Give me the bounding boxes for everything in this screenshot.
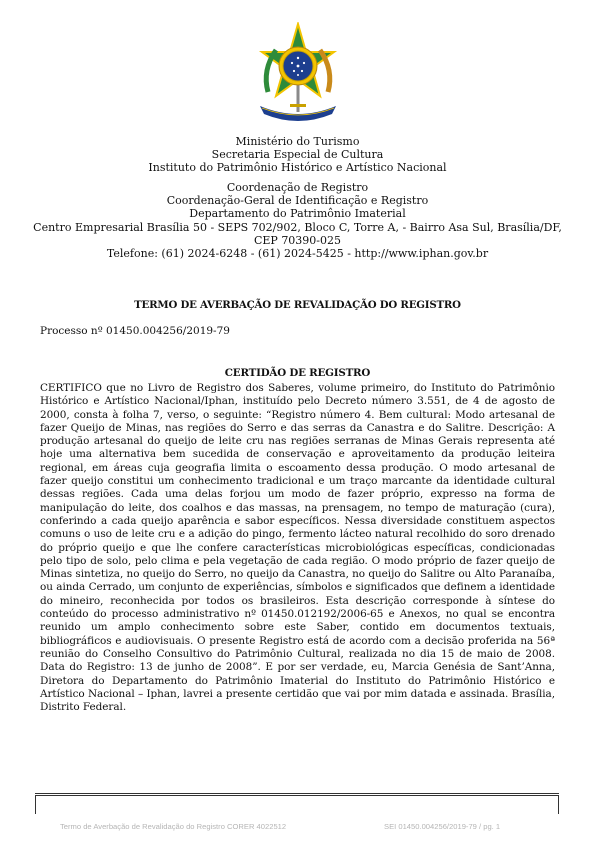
header-line: Ministério do Turismo xyxy=(235,135,360,148)
header-line: Departamento do Patrimônio Imaterial xyxy=(189,207,406,221)
header-line: Coordenação de Registro xyxy=(226,181,369,195)
footer-rule-right-edge xyxy=(558,796,559,814)
certificate-heading: CERTIDÃO DE REGISTRO xyxy=(224,367,371,379)
footer-page-reference: SEI 01450.004256/2019-79 / pg. 1 xyxy=(384,822,501,831)
header-contact-line: Telefone: (61) 2024-6248 - (61) 2024-5425 - http://www.iphan.gov.br xyxy=(106,246,489,260)
header-address-line: Centro Empresarial Brasília 50 - SEPS 702/902, Bloco C, Torre A, - Bairro Asa Sul, Brasília/DF, xyxy=(33,220,562,234)
header-cep-line: CEP 70390-025 xyxy=(253,233,342,247)
institution-header xyxy=(30,135,565,260)
footer-document-reference: Termo de Averbação de Revalidação do Registro CORER 4022512 xyxy=(60,822,287,831)
certificate-body-text: CERTIFICO que no Livro de Registro dos Saberes, volume primeiro, do Instituto do Patrimônio Histórico e Artístico Nacional/Iphan, instituído pelo Decreto número 3.551, de 4 de agosto de 2000, consta à folha 7, verso, o seguinte: “Registro número 4. Bem cultural: Modo artesanal de fazer Queijo de Minas, nas regiões do Serro e das serras da Canastra e do Salitre. Descrição: A produção artesanal do queijo de leite cru nas regiões serranas de Minas Gerais representa até hoje uma alternativa bem sucedida de conservação e aproveitamento da produção leiteira regional, em áreas cuja geografia limita o escoamento dessa produção. O modo artesanal de fazer queijo constitui um conhecimento tradicional e um traço marcante da identidade cultural dessas regiões. Cada uma delas forjou um modo de fazer próprio, expresso na forma de manipulação do leite, dos coalhos e das massas, na prensagem, no tempo de maturação (cura), conferindo a cada queijo aparência e sabor específicos. Nessa diversidade constituem aspectos comuns o uso de leite cru e a adição do pingo, fermento lácteo natural recolhido do soro drenado do próprio queijo e que lhe confere características microbiológicas específicas, condicionadas pelo tipo de solo, pelo clima e pela vegetação de cada região. O modo próprio de fazer queijo de Minas sintetiza, no queijo do Serro, no queijo da Canastra, no queijo do Salitre ou Alto Paranaíba, ou ainda Cerrado, um conjunto de experiências, símbolos e significados que definem a identidade do mineiro, reconhecida por todos os brasileiros. Esta descrição corresponde à síntese do conteúdo do processo administrativo nº 01450.012192/2006-65 e Anexos, no qual se encontra reunido um amplo conhecimento sobre este Saber, contido em documentos textuais, bibliográficos e audiovisuais. O presente Registro está de acordo com a decisão proferida na 56ª reunião do Conselho Consultivo do Patrimônio Cultural, realizada no dia 15 de maio de 2008. Data do Registro: 13 de junho de 2008”. E por ser verdade, eu, Marcia Genésia de Sant’Anna, Diretora do Departamento do Patrimônio Imaterial do Instituto do Patrimônio Histórico e Artístico Nacional – Iphan, lavrei a presente certidão que vai por mim datada e assinada. Brasília, Distrito Federal. xyxy=(40,382,555,714)
footer-rule xyxy=(35,793,559,796)
header-line: Instituto do Patrimônio Histórico e Artístico Nacional xyxy=(148,161,447,175)
footer-rule-left-edge xyxy=(35,796,36,814)
header-line: Coordenação-Geral de Identificação e Registro xyxy=(166,194,429,208)
brazil-coat-of-arms-icon xyxy=(254,22,342,122)
process-number: Processo nº 01450.004256/2019-79 xyxy=(40,325,230,337)
document-title: TERMO DE AVERBAÇÃO DE REVALIDAÇÃO DO REGISTRO xyxy=(134,299,461,311)
header-line: Secretaria Especial de Cultura xyxy=(211,148,384,162)
